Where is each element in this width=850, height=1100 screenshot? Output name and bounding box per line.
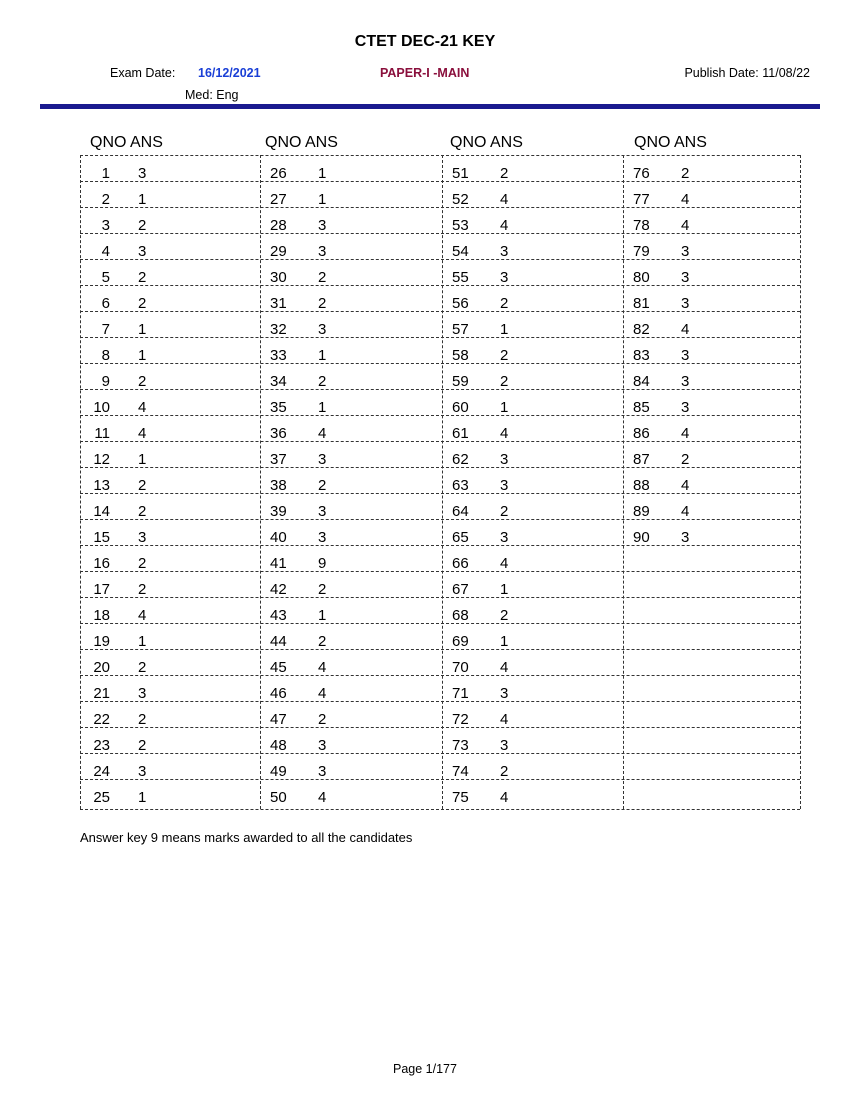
question-number: 15 [93,529,110,546]
question-number: 14 [93,503,110,520]
grid-line [80,415,800,416]
answer-value: 3 [318,451,327,468]
question-number: 37 [270,451,287,468]
question-number: 77 [633,191,650,208]
question-number: 4 [101,243,110,260]
page-number: Page 1/177 [393,1062,457,1076]
question-number: 38 [270,477,287,494]
answer-value: 4 [500,191,509,208]
question-number: 68 [452,607,469,624]
answer-value: 1 [318,399,327,416]
question-number: 54 [452,243,469,260]
answer-value: 3 [500,685,509,702]
question-number: 90 [633,529,650,546]
answer-value: 2 [138,477,147,494]
grid-line [80,809,800,810]
answer-value: 2 [138,581,147,598]
exam-date: 16/12/2021 [198,66,261,80]
question-number: 56 [452,295,469,312]
answer-value: 2 [138,503,147,520]
answer-value: 1 [138,347,147,364]
answer-value: 4 [500,217,509,234]
answer-value: 2 [138,217,147,234]
answer-value: 4 [681,321,690,338]
answer-value: 2 [681,165,690,182]
question-number: 57 [452,321,469,338]
answer-value: 4 [138,425,147,442]
question-number: 44 [270,633,287,650]
question-number: 22 [93,711,110,728]
question-number: 13 [93,477,110,494]
answer-value: 3 [138,243,147,260]
answer-value: 2 [318,269,327,286]
question-number: 10 [93,399,110,416]
question-number: 32 [270,321,287,338]
answer-value: 4 [681,217,690,234]
question-number: 39 [270,503,287,520]
answer-value: 4 [138,399,147,416]
answer-value: 2 [500,373,509,390]
question-number: 11 [94,425,110,442]
answer-value: 4 [500,711,509,728]
question-number: 73 [452,737,469,754]
question-number: 67 [452,581,469,598]
question-number: 35 [270,399,287,416]
answer-value: 1 [318,607,327,624]
question-number: 20 [93,659,110,676]
question-number: 5 [101,269,110,286]
header-divider [40,104,820,109]
answer-value: 3 [318,243,327,260]
answer-value: 4 [500,555,509,572]
question-number: 75 [452,789,469,806]
answer-value: 2 [500,347,509,364]
answer-value: 4 [318,789,327,806]
answer-value: 4 [681,477,690,494]
question-number: 24 [93,763,110,780]
answer-value: 3 [681,243,690,260]
answer-value: 2 [500,503,509,520]
answer-value: 3 [500,269,509,286]
question-number: 41 [270,555,287,572]
question-number: 34 [270,373,287,390]
question-number: 86 [633,425,650,442]
answer-value: 2 [500,607,509,624]
question-number: 79 [633,243,650,260]
grid-line [80,467,800,468]
grid-line [80,519,800,520]
question-number: 26 [270,165,287,182]
answer-value: 3 [681,269,690,286]
grid-line [80,389,800,390]
grid-line [800,155,801,809]
answer-value: 4 [318,685,327,702]
question-number: 6 [101,295,110,312]
answer-value: 3 [318,321,327,338]
answer-value: 2 [318,581,327,598]
question-number: 52 [452,191,469,208]
question-number: 72 [452,711,469,728]
answer-value: 4 [318,659,327,676]
question-number: 40 [270,529,287,546]
answer-value: 3 [138,763,147,780]
question-number: 65 [452,529,469,546]
question-number: 9 [101,373,110,390]
question-number: 88 [633,477,650,494]
grid-line [80,727,800,728]
answer-value: 3 [681,295,690,312]
question-number: 58 [452,347,469,364]
question-number: 59 [452,373,469,390]
grid-line [80,337,800,338]
question-number: 42 [270,581,287,598]
answer-value: 3 [318,503,327,520]
answer-value: 2 [138,373,147,390]
question-number: 2 [101,191,110,208]
answer-value: 4 [681,503,690,520]
grid-line [80,571,800,572]
grid-line [80,779,800,780]
column-header: QNO ANS [265,134,338,151]
answer-value: 1 [318,347,327,364]
answer-value: 3 [681,373,690,390]
answer-value: 1 [500,321,509,338]
question-number: 36 [270,425,287,442]
answer-value: 1 [138,633,147,650]
question-number: 83 [633,347,650,364]
footnote: Answer key 9 means marks awarded to all the candidates [80,830,413,845]
grid-line [80,311,800,312]
answer-value: 2 [500,165,509,182]
question-number: 43 [270,607,287,624]
question-number: 12 [93,451,110,468]
grid-line [80,545,800,546]
medium: Med: Eng [185,88,239,102]
grid-line [80,675,800,676]
answer-value: 3 [318,763,327,780]
answer-value: 1 [500,633,509,650]
answer-value: 1 [138,191,147,208]
paper-name: PAPER-I -MAIN [380,66,470,80]
answer-value: 3 [500,737,509,754]
answer-value: 2 [318,711,327,728]
answer-value: 3 [500,451,509,468]
question-number: 3 [101,217,110,234]
grid-line [80,285,800,286]
question-number: 49 [270,763,287,780]
answer-value: 2 [318,295,327,312]
answer-value: 2 [318,373,327,390]
answer-value: 2 [500,295,509,312]
grid-line [80,207,800,208]
question-number: 81 [633,295,650,312]
question-number: 30 [270,269,287,286]
answer-value: 9 [318,555,327,572]
question-number: 27 [270,191,287,208]
grid-line [80,155,81,809]
question-number: 17 [93,581,110,598]
answer-value: 3 [500,529,509,546]
question-number: 85 [633,399,650,416]
question-number: 62 [452,451,469,468]
answer-key-table [80,155,800,809]
answer-value: 4 [681,425,690,442]
answer-value: 3 [500,477,509,494]
answer-value: 3 [318,217,327,234]
question-number: 71 [452,685,469,702]
question-number: 82 [633,321,650,338]
grid-line [80,701,800,702]
answer-value: 4 [318,425,327,442]
question-number: 69 [452,633,469,650]
question-number: 7 [101,321,110,338]
grid-line [442,155,443,809]
question-number: 28 [270,217,287,234]
grid-line [80,597,800,598]
question-number: 55 [452,269,469,286]
answer-value: 3 [681,399,690,416]
question-number: 50 [270,789,287,806]
grid-line [80,233,800,234]
answer-value: 4 [681,191,690,208]
answer-value: 4 [500,789,509,806]
grid-line [623,155,624,809]
answer-value: 1 [500,581,509,598]
page-title: CTET DEC-21 KEY [354,33,496,50]
answer-value: 2 [138,269,147,286]
question-number: 61 [452,425,469,442]
grid-line [80,259,800,260]
column-header: QNO ANS [450,134,523,151]
answer-value: 1 [500,399,509,416]
question-number: 25 [93,789,110,806]
answer-value: 2 [138,711,147,728]
answer-value: 3 [681,529,690,546]
question-number: 76 [633,165,650,182]
grid-line [80,649,800,650]
question-number: 64 [452,503,469,520]
question-number: 80 [633,269,650,286]
answer-value: 3 [500,243,509,260]
question-number: 84 [633,373,650,390]
grid-line [80,441,800,442]
question-number: 78 [633,217,650,234]
question-number: 1 [101,165,110,182]
question-number: 47 [270,711,287,728]
grid-line [80,493,800,494]
column-header: QNO ANS [634,134,707,151]
question-number: 31 [270,295,287,312]
answer-value: 2 [318,477,327,494]
question-number: 21 [93,685,110,702]
question-number: 46 [270,685,287,702]
answer-value: 4 [138,607,147,624]
question-number: 33 [270,347,287,364]
publish-date: Publish Date: 11/08/22 [684,66,810,80]
answer-value: 2 [138,737,147,754]
grid-line [260,155,261,809]
question-number: 16 [93,555,110,572]
answer-value: 3 [138,685,147,702]
question-number: 19 [93,633,110,650]
answer-value: 1 [138,451,147,468]
question-number: 8 [101,347,110,364]
answer-value: 4 [500,425,509,442]
question-number: 48 [270,737,287,754]
exam-date-label: Exam Date: [110,66,176,80]
answer-value: 1 [138,321,147,338]
answer-value: 2 [500,763,509,780]
question-number: 63 [452,477,469,494]
grid-line [80,363,800,364]
answer-value: 3 [138,529,147,546]
question-number: 74 [452,763,469,780]
question-number: 60 [452,399,469,416]
question-number: 89 [633,503,650,520]
grid-line [80,181,800,182]
question-number: 51 [452,165,469,182]
answer-value: 1 [318,191,327,208]
answer-value: 2 [138,555,147,572]
column-header: QNO ANS [90,134,163,151]
answer-value: 3 [681,347,690,364]
answer-value: 3 [318,737,327,754]
answer-value: 3 [138,165,147,182]
grid-line [80,753,800,754]
question-number: 87 [633,451,650,468]
answer-value: 4 [500,659,509,676]
question-number: 53 [452,217,469,234]
answer-value: 1 [318,165,327,182]
question-number: 70 [452,659,469,676]
question-number: 29 [270,243,287,260]
grid-line [80,623,800,624]
answer-value: 2 [681,451,690,468]
answer-value: 3 [318,529,327,546]
question-number: 45 [270,659,287,676]
answer-value: 1 [138,789,147,806]
question-number: 66 [452,555,469,572]
question-number: 23 [93,737,110,754]
question-number: 18 [93,607,110,624]
answer-value: 2 [138,295,147,312]
answer-value: 2 [138,659,147,676]
grid-line [80,155,800,156]
answer-value: 2 [318,633,327,650]
